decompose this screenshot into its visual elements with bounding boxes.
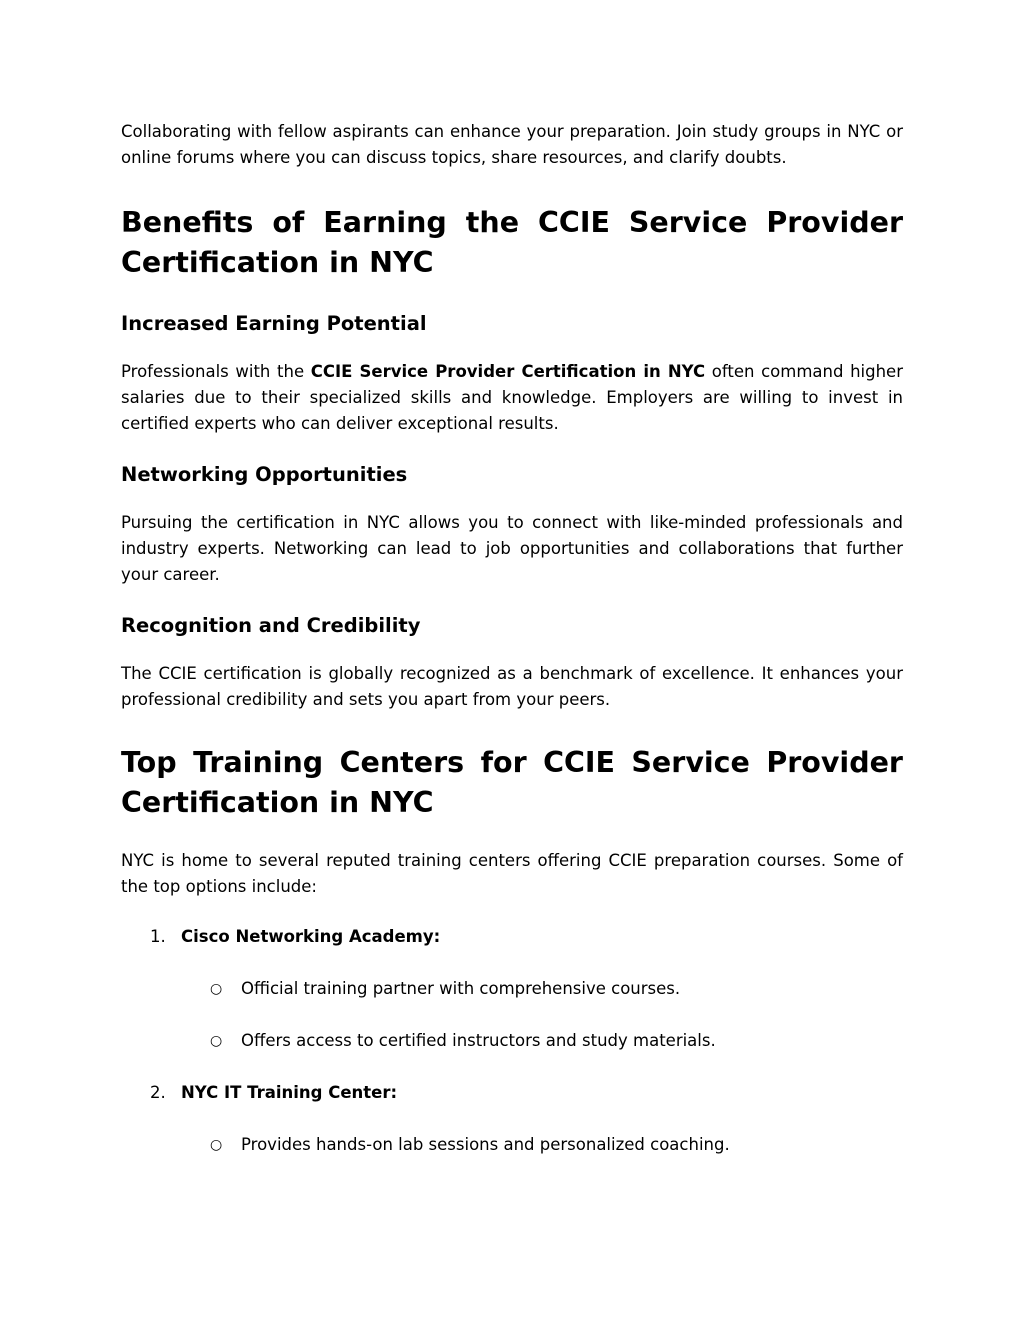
training-center-detail: [121, 976, 903, 1002]
training-center-details: [121, 976, 903, 1054]
training-center-detail: [121, 1132, 903, 1158]
earning-text-after: often command higher salaries due to their specialized skills and knowledge. Employers are willing to invest in certified experts who can deliver exceptional results.: [121, 362, 903, 433]
networking-paragraph: Pursuing the certification in NYC allows you to connect with like-minded professionals and industry experts. Networking can lead to job opportunities and collaborations that further your career.: [121, 513, 903, 584]
list-number: 1.: [150, 927, 166, 946]
detail-text: Provides hands-on lab sessions and personalized coaching.: [241, 1135, 730, 1154]
earning-text-bold: CCIE Service Provider Certification in NYC: [310, 362, 706, 381]
training-intro-paragraph: NYC is home to several reputed training centers offering CCIE preparation courses. Some of the top options include:: [121, 851, 903, 896]
hollow-circle-bullet-icon: ○: [210, 1033, 223, 1049]
earning-text-before: Professionals with the: [121, 362, 311, 381]
list-number: 2.: [150, 1083, 166, 1102]
training-center-name: Cisco Networking Academy:: [181, 927, 441, 946]
earning-potential-paragraph: [121, 359, 903, 437]
intro-paragraph: Collaborating with fellow aspirants can enhance your preparation. Join study groups in NYC or online forums where you can discuss topics, share resources, and clarify doubts.: [121, 122, 903, 167]
training-center-item: [121, 924, 903, 1054]
training-heading: Top Training Centers for CCIE Service Provider Certification in NYC: [121, 746, 903, 819]
training-center-name: NYC IT Training Center:: [181, 1083, 398, 1102]
detail-text: Official training partner with comprehensive courses.: [241, 979, 681, 998]
training-center-detail: [121, 1028, 903, 1054]
training-centers-list: [121, 924, 903, 1158]
training-center-head: [121, 924, 903, 950]
recognition-heading: Recognition and Credibility: [121, 614, 421, 637]
recognition-paragraph: The CCIE certification is globally recognized as a benchmark of excellence. It enhances your professional credibility and sets you apart from your peers.: [121, 664, 903, 709]
hollow-circle-bullet-icon: ○: [210, 1137, 223, 1153]
hollow-circle-bullet-icon: ○: [210, 981, 223, 997]
training-center-item: [121, 1080, 903, 1158]
document-content: [121, 119, 903, 1158]
benefits-heading: Benefits of Earning the CCIE Service Provider Certification in NYC: [121, 206, 903, 279]
networking-heading: Networking Opportunities: [121, 463, 408, 486]
training-center-head: [121, 1080, 903, 1106]
earning-potential-heading: Increased Earning Potential: [121, 312, 427, 335]
detail-text: Offers access to certified instructors and study materials.: [241, 1031, 716, 1050]
training-center-details: [121, 1132, 903, 1158]
